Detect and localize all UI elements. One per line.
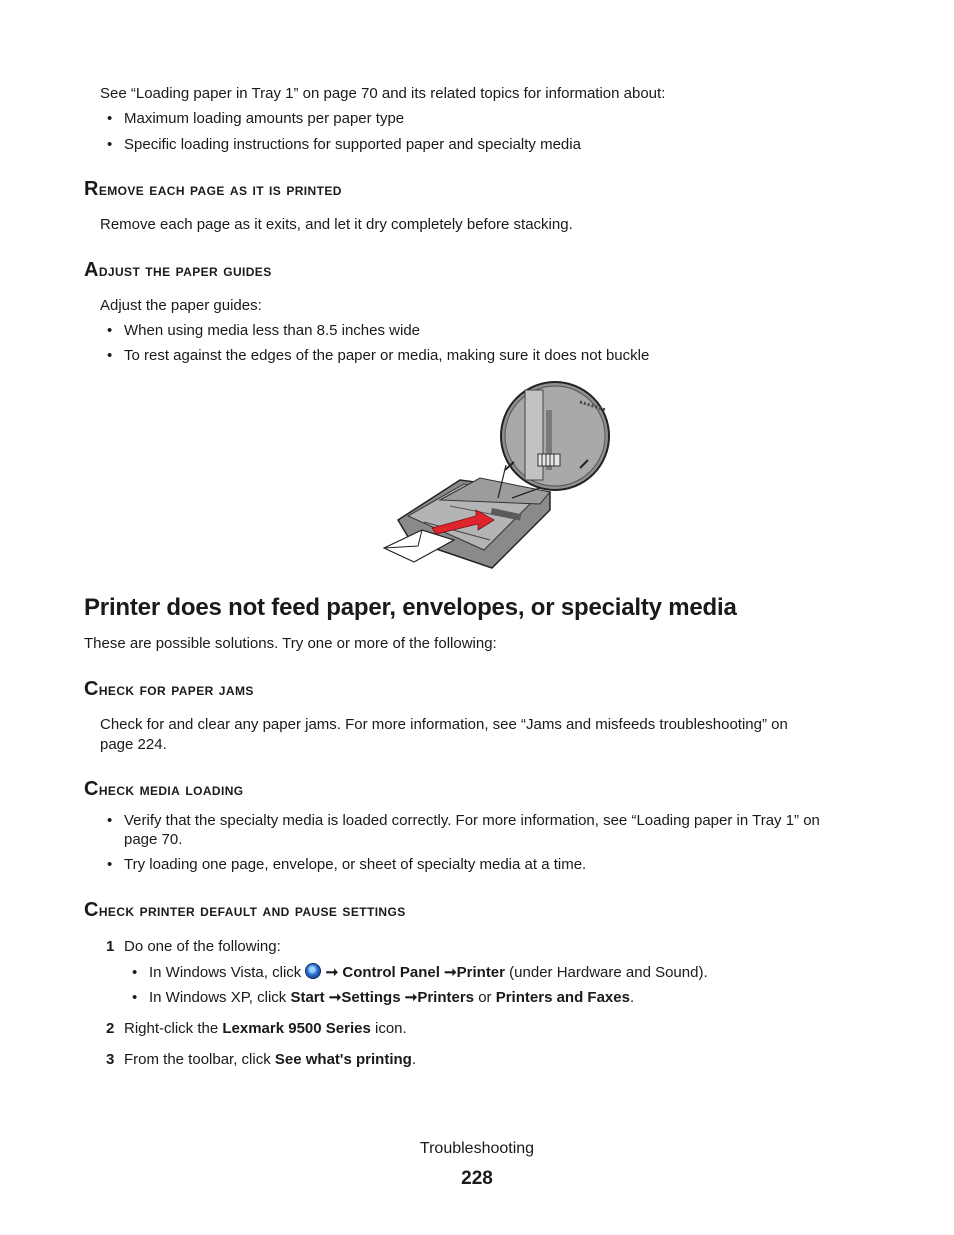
list-item-vista: • In Windows Vista, click ➞ Control Panel ➞Printer (under Hardware and Sound).	[149, 963, 708, 983]
list-item: • To rest against the edges of the paper or media, making sure it does not buckle	[124, 346, 649, 366]
step-number: 1	[106, 938, 115, 955]
jams-text-line2: page 224.	[100, 736, 167, 753]
heading-remove-each-page: Remove each page as it is printed	[84, 178, 342, 200]
intro-text: See “Loading paper in Tray 1” on page 70 and its related topics for information about:	[100, 85, 666, 102]
step-number: 2	[106, 1020, 115, 1037]
list-item: • When using media less than 8.5 inches wide	[124, 321, 420, 341]
arrow-icon: ➞	[404, 989, 418, 1006]
remove-text: Remove each page as it exits, and let it dry completely before stacking.	[100, 216, 573, 233]
adjust-text: Adjust the paper guides:	[100, 297, 262, 314]
list-item: • Maximum loading amounts per paper type	[124, 109, 404, 129]
heading-check-jams: Check for paper jams	[84, 678, 254, 700]
section-title: Printer does not feed paper, envelopes, or specialty media	[84, 594, 737, 621]
arrow-icon: ➞	[444, 964, 457, 981]
list-item: • Specific loading instructions for supported paper and specialty media	[124, 135, 581, 155]
heading-check-media: Check media loading	[84, 778, 244, 800]
step-text: Do one of the following:	[124, 938, 281, 955]
paper-tray-illustration	[380, 380, 615, 575]
list-item: • Try loading one page, envelope, or sheet of specialty media at a time.	[124, 855, 586, 875]
arrow-icon: ➞	[325, 964, 339, 981]
heading-adjust-guides: Adjust the paper guides	[84, 259, 272, 281]
heading-check-settings: Check printer default and pause settings	[84, 899, 406, 921]
section-intro: These are possible solutions. Try one or more of the following:	[84, 635, 497, 652]
step-text: From the toolbar, click See what's printing.	[124, 1051, 416, 1068]
jams-text-line1: Check for and clear any paper jams. For more information, see “Jams and misfeeds troubleshooting” on	[100, 716, 788, 733]
arrow-icon: ➞	[328, 989, 342, 1006]
list-item-continuation: page 70.	[124, 831, 183, 848]
list-item: • Verify that the specialty media is loaded correctly. For more information, see “Loading paper in Tray 1” on	[124, 811, 820, 831]
footer-chapter: Troubleshooting	[419, 1140, 535, 1157]
list-item-xp: • In Windows XP, click Start ➞Settings ➞Printers or Printers and Faxes.	[149, 988, 634, 1008]
page-number: 228	[461, 1168, 493, 1189]
step-text: Right-click the Lexmark 9500 Series icon.	[124, 1020, 407, 1037]
step-number: 3	[106, 1051, 115, 1068]
windows-start-orb-icon[interactable]	[305, 963, 321, 979]
